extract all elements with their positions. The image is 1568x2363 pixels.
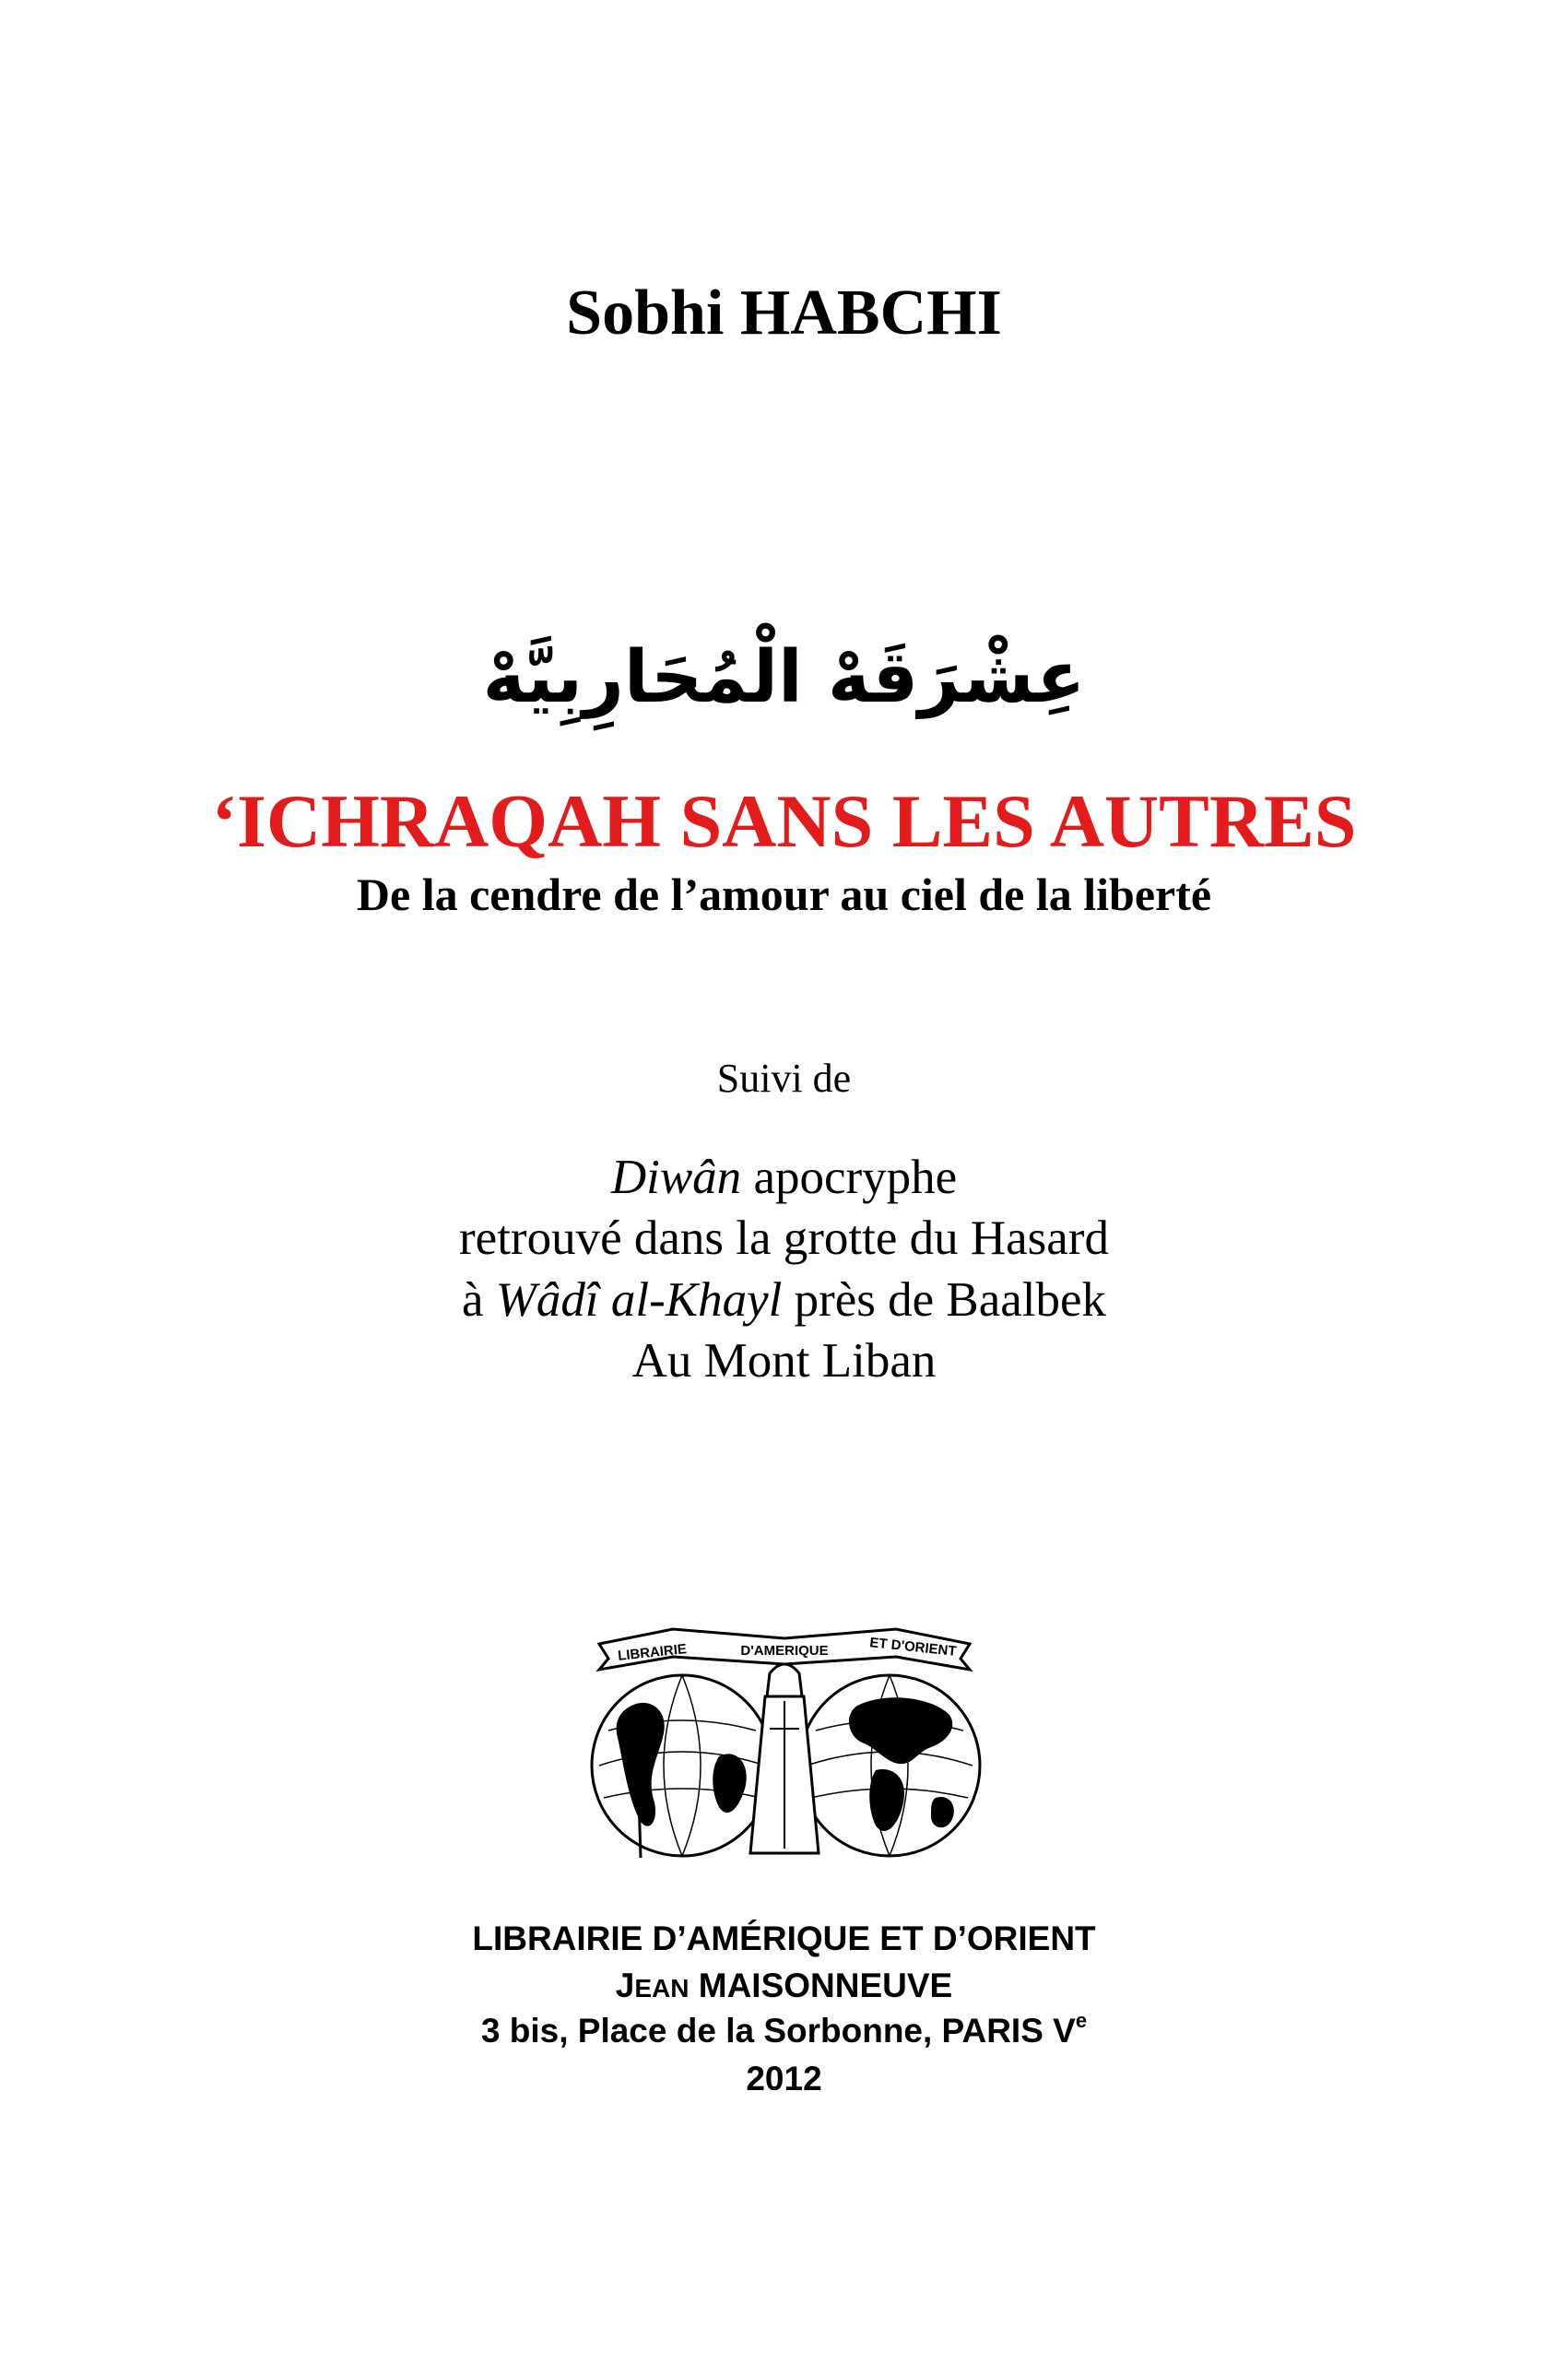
logo-banner	[599, 1629, 970, 1670]
arabic-title: عِشْرَقَهْ الْمُحَارِبِيَّهْ	[482, 636, 1086, 719]
banner-text-left: LIBRAIRIE	[617, 1641, 688, 1664]
address-superscript: e	[1075, 2009, 1088, 2032]
central-figure-icon	[750, 1664, 819, 1853]
left-globe-icon	[592, 1675, 772, 1858]
diwan-line-4: Au Mont Liban	[631, 1334, 937, 1388]
author-name: Sobhi HABCHI	[566, 278, 1002, 349]
diwan-line-3-prefix: à	[461, 1273, 496, 1327]
book-title: ‘ICHRAQAH SANS LES AUTRES	[211, 779, 1357, 863]
editor-surname: MAISONNEUVE	[689, 1967, 953, 2004]
publisher-address	[0, 2010, 1568, 2052]
editor-initial: J	[615, 1967, 635, 2004]
banner-text-right: ET D'ORIENT	[868, 1635, 958, 1660]
publisher-logo	[581, 1618, 988, 1867]
diwan-italic: Diwân	[610, 1151, 742, 1204]
diwan-line-2: retrouvé dans la grotte du Hasard	[459, 1211, 1109, 1265]
right-globe-icon	[799, 1675, 980, 1856]
wadi-italic: Wâdî al-Khayl	[495, 1273, 783, 1327]
book-subtitle: De la cendre de l’amour au ciel de la liberté	[356, 868, 1212, 920]
publisher-name: LIBRAIRIE D’AMÉRIQUE ET D’ORIENT	[472, 1920, 1096, 1957]
diwan-line-3-rest: près de Baalbek	[782, 1273, 1107, 1327]
address-text: 3 bis, Place de la Sorbonne, PARIS V	[480, 2012, 1076, 2050]
editor-rest: EAN	[634, 1974, 690, 2003]
publication-year: 2012	[746, 2060, 822, 2097]
publisher-editor	[0, 1965, 1568, 2010]
diwan-line-1	[0, 1148, 1568, 1207]
diwan-line-1-rest: apocryphe	[741, 1151, 958, 1204]
suivi-de-label: Suivi de	[716, 1056, 852, 1101]
diwan-line-3	[0, 1270, 1568, 1329]
banner-text-middle: D'AMERIQUE	[740, 1643, 829, 1659]
